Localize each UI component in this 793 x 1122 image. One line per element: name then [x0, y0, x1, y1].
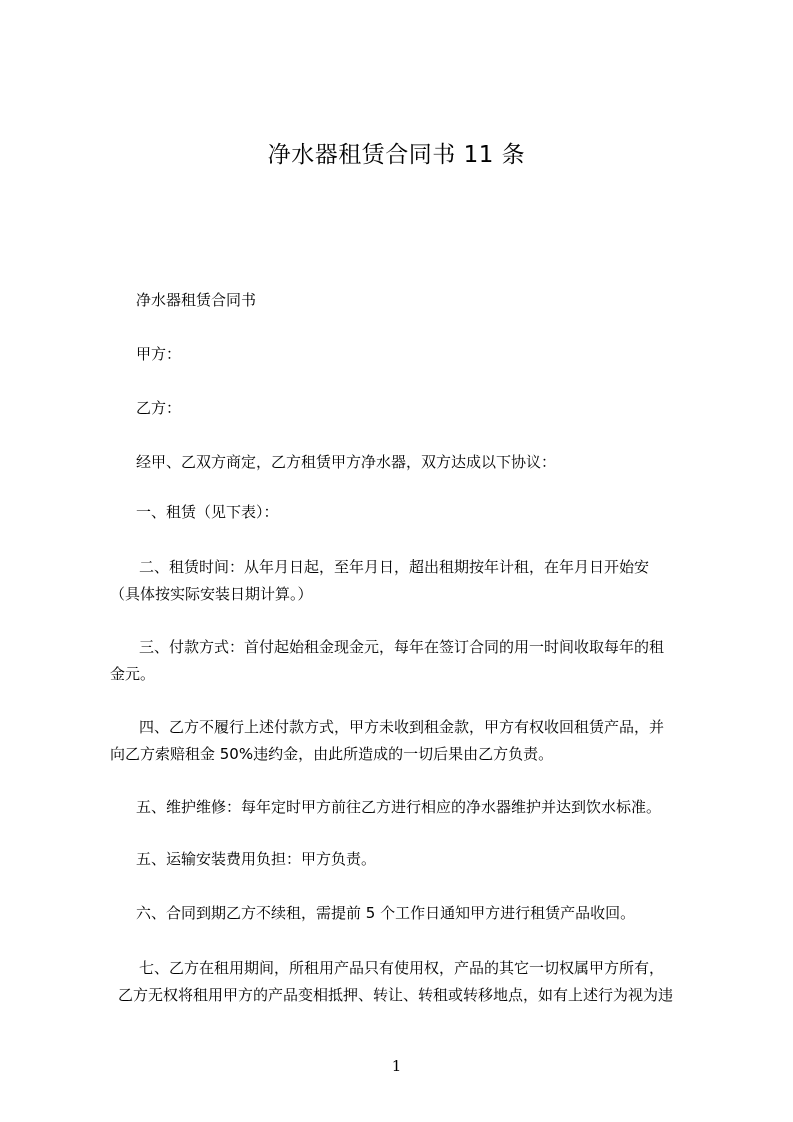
paragraph-line: 六、合同到期乙方不续租，需提前 5 个工作日通知甲方进行租赁产品收回。	[136, 904, 636, 922]
clause-4-default	[110, 714, 700, 768]
paragraph-line: 三、付款方式：首付起始租金现金元，每年在签订合同的用一时间收取每年的租	[139, 638, 665, 656]
paragraph-line: 五、维护维修：每年定时甲方前往乙方进行相应的净水器维护并达到饮水标准。	[136, 798, 662, 816]
paragraph-line: （具体按实际安装日期计算。）	[110, 585, 313, 603]
paragraph-line: 四、乙方不履行上述付款方式，甲方未收到租金款，甲方有权收回租赁产品，并	[139, 718, 665, 736]
paragraph-agreement-intro	[110, 449, 700, 476]
clause-3-payment	[110, 634, 700, 688]
clause-2-lease-term	[110, 554, 700, 608]
clause-5-transport	[110, 846, 700, 873]
paragraph-line: 甲方：	[136, 345, 182, 363]
paragraph-line: 经甲、乙双方商定，乙方租赁甲方净水器，双方达成以下协议：	[136, 453, 557, 471]
clause-6-expiry	[110, 900, 700, 927]
paragraph-contract-name	[110, 287, 700, 314]
paragraph-party-b	[110, 395, 700, 422]
clause-5-maintenance	[110, 794, 700, 821]
paragraph-line: 五、运输安装费用负担：甲方负责。	[136, 850, 377, 868]
paragraph-line: 二、租赁时间：从年月日起，至年月日，超出租期按年计租，在年月日开始安	[139, 558, 650, 576]
document-title: 净水器租赁合同书 11 条	[267, 142, 526, 168]
clause-7-ownership	[110, 955, 700, 1009]
paragraph-line: 一、租赁（见下表）：	[136, 503, 279, 521]
clause-1-lease	[110, 499, 700, 526]
paragraph-line: 向乙方索赔租金 50%违约金，由此所造成的一切后果由乙方负责。	[110, 745, 554, 763]
paragraph-line: 净水器租赁合同书	[136, 291, 257, 309]
paragraph-party-a	[110, 341, 700, 368]
paragraph-line: 乙方无权将租用甲方的产品变相抵押、转让、转租或转移地点，如有上述行为视为违	[118, 986, 674, 1004]
paragraph-line: 乙方：	[136, 399, 182, 417]
page-number: 1	[391, 1057, 402, 1075]
paragraph-line: 金元。	[110, 665, 156, 683]
paragraph-line: 七、乙方在租用期间，所租用产品只有使用权，产品的其它一切权属甲方所有，	[139, 959, 665, 977]
